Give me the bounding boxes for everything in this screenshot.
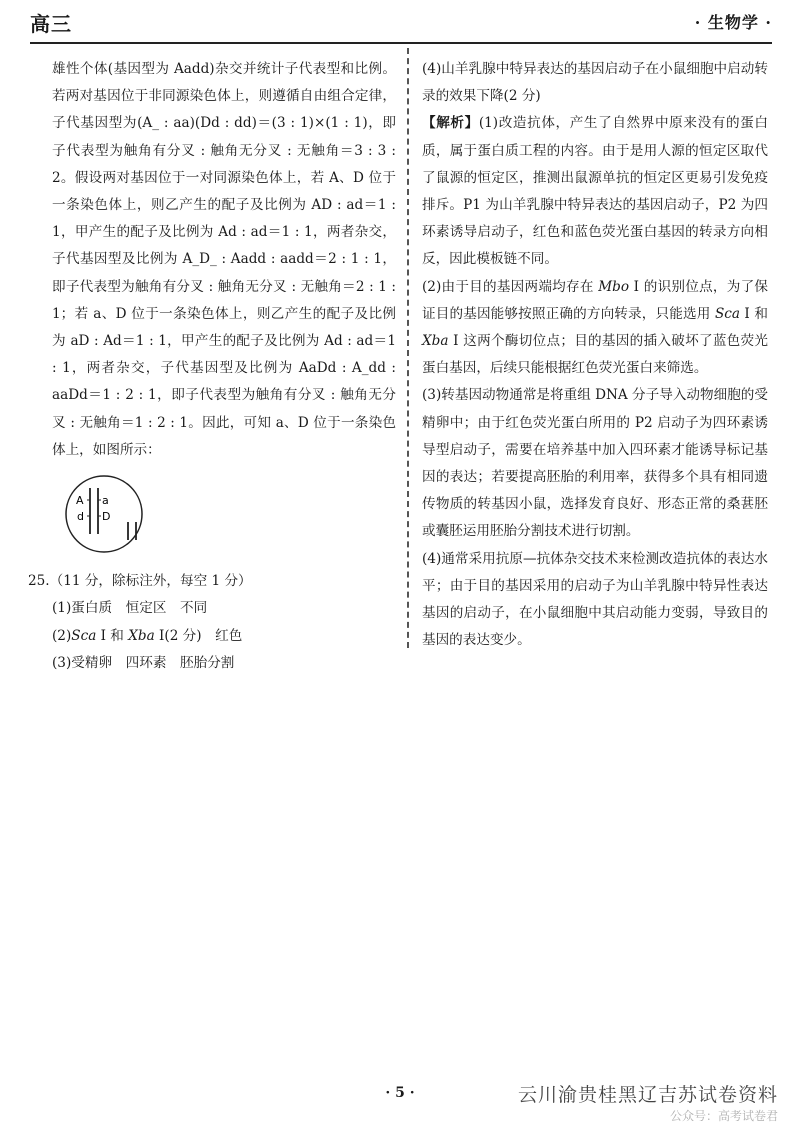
page-header-subject: · 生物学 · xyxy=(694,13,772,32)
page-header-grade: 高三 xyxy=(30,12,72,36)
analysis-part-1: 【解析】(1)改造抗体，产生了自然界中原来没有的蛋白质，属于蛋白质工程的内容。由于是用人源的恒定区取代了鼠源的恒定区，推测出鼠源单抗的恒定区更易引发免疫排斥。P1 为山羊乳腺中特异表达的基因启动子，P2 为四环素诱导启动子，红色和蓝色荧光蛋白基因的转录方向相反，因此模板链不同。 xyxy=(422,115,768,268)
analysis-part-3: (3)转基因动物通常是将重组 DNA 分子导入动物细胞的受精卵中；由于红色荧光蛋白所用的 P2 启动子为四环素诱导型启动子，需要在培养基中加入四环素才能诱导标记基因的表达；若要提高胚胎的利用率，获得多个具有相同遗传物质的转基因小鼠，选择发育良好、形态正常的桑葚胚或囊胚运用胚胎分割技术进行切割。 xyxy=(422,387,768,540)
gene-label-A: A xyxy=(76,494,84,508)
watermark-provinces: 云川渝贵桂黑辽吉苏试卷资料 xyxy=(517,1084,778,1106)
answer-25-4: (4)山羊乳腺中特异表达的基因启动子在小鼠细胞中启动转录的效果下降(2 分) xyxy=(422,61,768,105)
left-column xyxy=(28,56,396,677)
watermark-account: 公众号：高考试卷君 xyxy=(669,1109,778,1123)
gene-label-d: d xyxy=(77,510,84,524)
right-column xyxy=(422,56,768,654)
analysis-tag: 【解析】 xyxy=(422,115,479,132)
answer-25-3: (3)受精卵 四环素 胚胎分割 xyxy=(52,654,235,671)
header-rule xyxy=(30,42,772,44)
analysis-part-4: (4)通常采用抗原—抗体杂交技术来检测改造抗体的表达水平；由于目的基因采用的启动子为山羊乳腺中特异性表达基因的启动子，在小鼠细胞中其启动能力变弱，导致目的基因的表达变少。 xyxy=(422,550,768,649)
column-divider xyxy=(407,48,409,648)
genetics-explanation: 雄性个体(基因型为 Aadd)杂交并统计子代表型和比例。若两对基因位于非同源染色体上，则遵循自由组合定律，子代基因型为(A_ : aa)(Dd : dd)＝(3 : 1)×(1 : 1)，即子代表型为触角有分叉 : 触角无分叉 : 无触角＝3 : 3 : 2。假设两对基因位于一对同源染色体上，若 A、D 位于一条染色体上，则乙产生的配子及比例为 AD : ad＝1 : 1，甲产生的配子及比例为 Ad : ad＝1 : 1，两者杂交，子代基因型及比例为 A_D_ : Aadd : aadd＝2 : 1 : 1，即子代表型为触角有分叉 : 触角无分叉 : 无触角＝2 : 1 : 1；若 a、D 位于一条染色体上，则乙产生的配子及比例为 aD : Ad＝1 : 1，甲产生的配子及比例为 Ad : ad＝1 : 1，两者杂交，子代基因型及比例为 AaDd : A_dd : aaDd＝1 : 2 : 1，即子代表型为触角有分叉 : 触角无分叉 : 无触角＝1 : 2 : 1。因此，可知 a、D 位于一条染色体上，如图所示： xyxy=(52,61,396,458)
gene-label-D: D xyxy=(102,510,111,524)
answer-25-2: (2)Sca Ⅰ 和 Xba Ⅰ(2 分) 红色 xyxy=(52,627,243,644)
answer-25-1: (1)蛋白质 恒定区 不同 xyxy=(52,600,208,617)
analysis-part-2: (2)由于目的基因两端均存在 Mbo Ⅰ 的识别位点，为了保证目的基因能够按照正确的方向转录，只能选用 Sca Ⅰ 和 Xba Ⅰ 这两个酶切位点；目的基因的插入破坏了蓝色荧光蛋白基因，后续只能根据红色荧光蛋白来筛选。 xyxy=(422,278,769,377)
question-25-heading: 25.（11 分，除标注外，每空 1 分） xyxy=(28,573,252,590)
chromosome-diagram xyxy=(62,474,172,554)
gene-label-a: a xyxy=(102,494,109,508)
page-number: · 5 · xyxy=(385,1085,415,1101)
